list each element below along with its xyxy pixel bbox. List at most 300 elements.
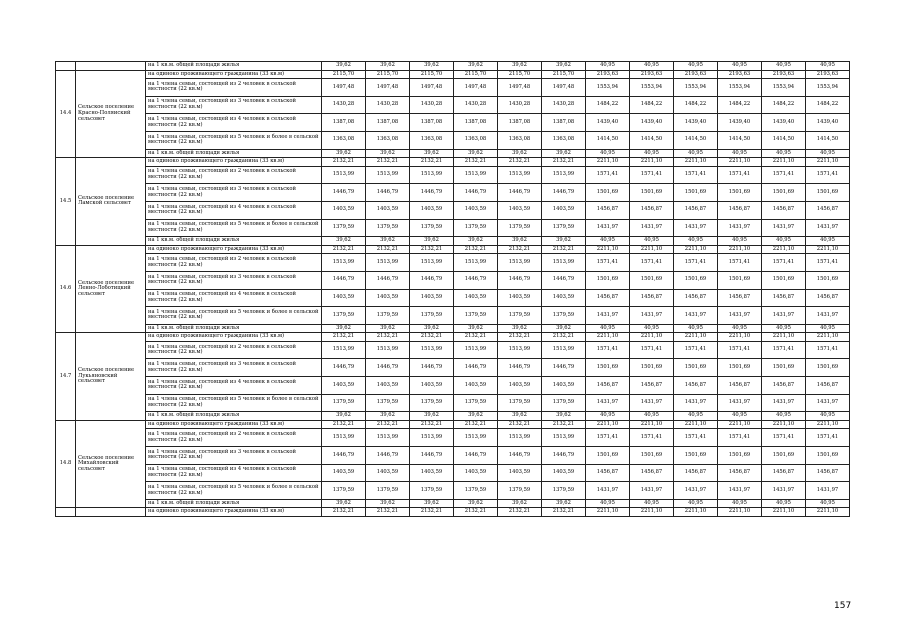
value-cell: 40,95 <box>806 324 850 333</box>
table-row <box>56 158 850 167</box>
value-cell: 1446,79 <box>498 359 542 377</box>
value-cell: 1501,69 <box>718 447 762 465</box>
value-cell: 1456,87 <box>586 464 630 482</box>
value-cell: 1571,41 <box>674 166 718 184</box>
value-cell: 1446,79 <box>454 184 498 202</box>
value-cell: 1446,79 <box>410 184 454 202</box>
value-cell: 1501,69 <box>630 359 674 377</box>
table-row <box>56 79 850 97</box>
value-cell: 2211,10 <box>674 333 718 342</box>
value-cell: 1379,59 <box>454 482 498 500</box>
value-cell: 1431,97 <box>806 482 850 500</box>
value-cell: 2211,10 <box>630 333 674 342</box>
value-cell: 1379,59 <box>498 219 542 237</box>
value-cell: 2193,63 <box>718 70 762 79</box>
value-cell: 1403,59 <box>454 289 498 307</box>
group-index: 14.8 <box>56 420 76 508</box>
value-cell: 1431,97 <box>762 482 806 500</box>
value-cell: 1501,69 <box>674 184 718 202</box>
value-cell: 2193,63 <box>674 70 718 79</box>
value-cell: 39,62 <box>322 412 366 421</box>
value-cell: 40,95 <box>762 149 806 158</box>
value-cell: 1456,87 <box>674 464 718 482</box>
value-cell: 1431,97 <box>586 394 630 412</box>
value-cell: 1414,50 <box>806 131 850 149</box>
value-cell: 1484,22 <box>762 96 806 114</box>
value-cell: 1513,99 <box>498 166 542 184</box>
value-cell: 1431,97 <box>762 394 806 412</box>
value-cell: 1484,22 <box>630 96 674 114</box>
table-row <box>56 131 850 149</box>
table-row <box>56 62 850 71</box>
value-cell: 1501,69 <box>762 184 806 202</box>
value-cell: 1571,41 <box>762 429 806 447</box>
table-row <box>56 245 850 254</box>
value-cell: 1431,97 <box>762 219 806 237</box>
value-cell: 39,62 <box>542 324 586 333</box>
row-label: на 1 члена семьи, состоящей из 5 человек и более в сельской местности (22 кв.м) <box>146 482 322 500</box>
value-cell: 39,62 <box>366 62 410 71</box>
value-cell: 1456,87 <box>718 201 762 219</box>
value-cell: 1446,79 <box>366 359 410 377</box>
value-cell: 1513,99 <box>454 166 498 184</box>
value-cell: 1446,79 <box>542 271 586 289</box>
group-index: 14.5 <box>56 158 76 246</box>
value-cell: 40,95 <box>674 62 718 71</box>
value-cell: 2211,10 <box>674 508 718 517</box>
value-cell: 1379,59 <box>498 394 542 412</box>
row-label: на 1 члена семьи, состоящей из 2 человек в сельской местности (22 кв.м) <box>146 166 322 184</box>
value-cell: 1571,41 <box>806 254 850 272</box>
table-row <box>56 201 850 219</box>
table-row <box>56 394 850 412</box>
value-cell: 1501,69 <box>806 184 850 202</box>
value-cell: 39,62 <box>322 149 366 158</box>
value-cell: 1379,59 <box>322 307 366 325</box>
value-cell: 1456,87 <box>762 289 806 307</box>
row-label: на 1 члена семьи, состоящей из 2 человек в сельской местности (22 кв.м) <box>146 341 322 359</box>
value-cell: 1553,94 <box>806 79 850 97</box>
value-cell: 1571,41 <box>586 341 630 359</box>
value-cell: 2115,70 <box>498 70 542 79</box>
value-cell: 1431,97 <box>718 219 762 237</box>
value-cell: 1446,79 <box>366 184 410 202</box>
value-cell: 39,62 <box>542 412 586 421</box>
value-cell: 1513,99 <box>542 166 586 184</box>
value-cell: 1431,97 <box>674 307 718 325</box>
value-cell: 1431,97 <box>586 307 630 325</box>
row-label: на 1 члена семьи, состоящей из 4 человек в сельской местности (22 кв.м) <box>146 114 322 132</box>
value-cell: 1513,99 <box>454 254 498 272</box>
value-cell: 1446,79 <box>454 359 498 377</box>
value-cell: 2132,21 <box>410 245 454 254</box>
value-cell: 1513,99 <box>410 254 454 272</box>
value-cell: 1484,22 <box>806 96 850 114</box>
value-cell: 1430,28 <box>410 96 454 114</box>
value-cell: 2115,70 <box>542 70 586 79</box>
value-cell: 1439,40 <box>586 114 630 132</box>
table-row <box>56 420 850 429</box>
value-cell: 1379,59 <box>498 307 542 325</box>
value-cell: 1571,41 <box>630 166 674 184</box>
value-cell: 2211,10 <box>586 158 630 167</box>
value-cell: 1501,69 <box>586 447 630 465</box>
value-cell: 1513,99 <box>410 341 454 359</box>
table-row <box>56 271 850 289</box>
value-cell: 1431,97 <box>586 219 630 237</box>
value-cell: 39,62 <box>454 499 498 508</box>
value-cell: 1446,79 <box>542 447 586 465</box>
value-cell: 2211,10 <box>762 333 806 342</box>
value-cell: 1571,41 <box>630 429 674 447</box>
value-cell: 1403,59 <box>366 464 410 482</box>
value-cell: 1414,50 <box>630 131 674 149</box>
value-cell: 40,95 <box>586 237 630 246</box>
value-cell: 2211,10 <box>806 420 850 429</box>
value-cell: 1431,97 <box>718 394 762 412</box>
value-cell: 1456,87 <box>630 201 674 219</box>
value-cell: 1456,87 <box>806 464 850 482</box>
value-cell: 2211,10 <box>630 245 674 254</box>
value-cell: 1403,59 <box>498 464 542 482</box>
value-cell: 1446,79 <box>322 447 366 465</box>
table-row <box>56 149 850 158</box>
value-cell: 1513,99 <box>542 429 586 447</box>
value-cell: 1456,87 <box>806 289 850 307</box>
value-cell: 1431,97 <box>674 482 718 500</box>
value-cell: 2193,63 <box>762 70 806 79</box>
value-cell: 1513,99 <box>322 341 366 359</box>
value-cell: 39,62 <box>366 149 410 158</box>
value-cell: 1456,87 <box>718 377 762 395</box>
value-cell: 1363,08 <box>454 131 498 149</box>
settlement-name: Сельское поселение Лукьяновский сельсовет <box>76 333 146 421</box>
value-cell: 1513,99 <box>366 341 410 359</box>
value-cell: 2132,21 <box>366 333 410 342</box>
value-cell: 1553,94 <box>762 79 806 97</box>
value-cell: 2211,10 <box>630 508 674 517</box>
group-index-continued <box>56 62 76 71</box>
value-cell: 1501,69 <box>806 447 850 465</box>
table-row <box>56 447 850 465</box>
table-row <box>56 114 850 132</box>
row-label: на одиноко проживающего гражданина (33 кв.м) <box>146 245 322 254</box>
value-cell: 39,62 <box>410 412 454 421</box>
value-cell: 1446,79 <box>322 271 366 289</box>
value-cell: 1403,59 <box>542 201 586 219</box>
value-cell: 1403,59 <box>454 377 498 395</box>
value-cell: 39,62 <box>542 62 586 71</box>
value-cell: 39,62 <box>410 324 454 333</box>
value-cell: 1571,41 <box>586 166 630 184</box>
value-cell: 1387,08 <box>454 114 498 132</box>
value-cell: 1497,48 <box>542 79 586 97</box>
value-cell: 2132,21 <box>542 333 586 342</box>
value-cell: 1379,59 <box>410 219 454 237</box>
table-row <box>56 166 850 184</box>
value-cell: 1431,97 <box>630 394 674 412</box>
value-cell: 1379,59 <box>542 219 586 237</box>
value-cell: 2211,10 <box>674 420 718 429</box>
value-cell: 2132,21 <box>322 333 366 342</box>
value-cell: 1456,87 <box>586 377 630 395</box>
value-cell: 2211,10 <box>674 245 718 254</box>
value-cell: 40,95 <box>762 62 806 71</box>
value-cell: 40,95 <box>718 237 762 246</box>
value-cell: 40,95 <box>630 149 674 158</box>
value-cell: 2211,10 <box>762 508 806 517</box>
value-cell: 2132,21 <box>366 158 410 167</box>
value-cell: 1431,97 <box>762 307 806 325</box>
group-index: 14.6 <box>56 245 76 333</box>
value-cell: 2132,21 <box>322 420 366 429</box>
value-cell: 39,62 <box>454 149 498 158</box>
row-label: на 1 члена семьи, состоящей из 2 человек в сельской местности (22 кв.м) <box>146 79 322 97</box>
value-cell: 2211,10 <box>806 333 850 342</box>
value-cell: 1363,08 <box>410 131 454 149</box>
value-cell: 1513,99 <box>366 429 410 447</box>
value-cell: 2132,21 <box>498 508 542 517</box>
value-cell: 1431,97 <box>806 219 850 237</box>
value-cell: 1571,41 <box>806 341 850 359</box>
value-cell: 2132,21 <box>454 333 498 342</box>
table-row <box>56 70 850 79</box>
value-cell: 40,95 <box>630 499 674 508</box>
settlement-name: Сельское поселение Ламской сельсовет <box>76 158 146 246</box>
value-cell: 2211,10 <box>806 508 850 517</box>
value-cell: 1446,79 <box>322 184 366 202</box>
value-cell: 2193,63 <box>806 70 850 79</box>
value-cell: 1430,28 <box>542 96 586 114</box>
row-label: на 1 члена семьи, состоящей из 5 человек и более в сельской местности (22 кв.м) <box>146 307 322 325</box>
value-cell: 1513,99 <box>498 429 542 447</box>
value-cell: 1387,08 <box>410 114 454 132</box>
value-cell: 2211,10 <box>806 158 850 167</box>
value-cell: 40,95 <box>806 237 850 246</box>
value-cell: 40,95 <box>674 149 718 158</box>
value-cell: 1430,28 <box>366 96 410 114</box>
value-cell: 40,95 <box>718 412 762 421</box>
value-cell: 1571,41 <box>630 341 674 359</box>
value-cell: 1446,79 <box>542 359 586 377</box>
value-cell: 40,95 <box>718 62 762 71</box>
value-cell: 1571,41 <box>718 429 762 447</box>
value-cell: 2132,21 <box>498 158 542 167</box>
value-cell: 1571,41 <box>674 254 718 272</box>
value-cell: 1446,79 <box>498 184 542 202</box>
value-cell: 39,62 <box>542 499 586 508</box>
value-cell: 2132,21 <box>410 158 454 167</box>
value-cell: 1484,22 <box>718 96 762 114</box>
row-label: на 1 кв.м. общей площади жилья <box>146 62 322 71</box>
value-cell: 1379,59 <box>542 307 586 325</box>
row-label: на 1 члена семьи, состоящей из 3 человек в сельской местности (22 кв.м) <box>146 184 322 202</box>
value-cell: 1403,59 <box>498 289 542 307</box>
value-cell: 39,62 <box>498 62 542 71</box>
value-cell: 40,95 <box>674 412 718 421</box>
value-cell: 2132,21 <box>454 158 498 167</box>
value-cell: 1446,79 <box>410 271 454 289</box>
value-cell: 40,95 <box>806 62 850 71</box>
value-cell: 2132,21 <box>498 420 542 429</box>
value-cell: 1456,87 <box>674 289 718 307</box>
settlement-name-continued <box>76 62 146 71</box>
value-cell: 1431,97 <box>586 482 630 500</box>
value-cell: 40,95 <box>586 149 630 158</box>
value-cell: 1513,99 <box>454 341 498 359</box>
value-cell: 1456,87 <box>762 377 806 395</box>
value-cell: 40,95 <box>630 62 674 71</box>
value-cell: 39,62 <box>498 237 542 246</box>
value-cell: 2132,21 <box>542 420 586 429</box>
value-cell: 1501,69 <box>806 271 850 289</box>
value-cell: 2211,10 <box>630 158 674 167</box>
value-cell: 1414,50 <box>762 131 806 149</box>
value-cell: 1446,79 <box>410 359 454 377</box>
table-row <box>56 254 850 272</box>
value-cell: 1446,79 <box>410 447 454 465</box>
value-cell: 1430,28 <box>498 96 542 114</box>
value-cell: 1439,40 <box>718 114 762 132</box>
value-cell: 1501,69 <box>762 359 806 377</box>
value-cell: 1414,50 <box>718 131 762 149</box>
row-label: на 1 члена семьи, состоящей из 5 человек и более в сельской местности (22 кв.м) <box>146 394 322 412</box>
value-cell: 2211,10 <box>718 158 762 167</box>
value-cell: 39,62 <box>322 62 366 71</box>
value-cell: 1387,08 <box>366 114 410 132</box>
value-cell: 1484,22 <box>586 96 630 114</box>
value-cell: 1379,59 <box>322 394 366 412</box>
value-cell: 40,95 <box>586 324 630 333</box>
value-cell: 1571,41 <box>586 254 630 272</box>
value-cell: 2211,10 <box>718 245 762 254</box>
value-cell: 2132,21 <box>542 245 586 254</box>
value-cell: 1456,87 <box>718 464 762 482</box>
value-cell: 1379,59 <box>454 219 498 237</box>
table-row <box>56 429 850 447</box>
value-cell: 1571,41 <box>586 429 630 447</box>
value-cell: 1571,41 <box>762 341 806 359</box>
value-cell: 1501,69 <box>630 271 674 289</box>
row-label: на 1 кв.м. общей площади жилья <box>146 237 322 246</box>
value-cell: 39,62 <box>454 237 498 246</box>
value-cell: 1456,87 <box>630 289 674 307</box>
value-cell: 1571,41 <box>674 429 718 447</box>
value-cell: 1513,99 <box>498 254 542 272</box>
value-cell: 1379,59 <box>542 482 586 500</box>
table-row <box>56 508 850 517</box>
value-cell: 1430,28 <box>454 96 498 114</box>
value-cell: 1379,59 <box>366 482 410 500</box>
row-label: на 1 кв.м. общей площади жилья <box>146 149 322 158</box>
value-cell: 1456,87 <box>630 464 674 482</box>
value-cell: 1379,59 <box>454 307 498 325</box>
value-cell: 1379,59 <box>366 219 410 237</box>
value-cell: 2132,21 <box>322 508 366 517</box>
value-cell: 1446,79 <box>498 271 542 289</box>
value-cell: 40,95 <box>630 324 674 333</box>
value-cell: 1403,59 <box>322 289 366 307</box>
value-cell: 1403,59 <box>410 201 454 219</box>
value-cell: 1379,59 <box>454 394 498 412</box>
value-cell: 1456,87 <box>762 201 806 219</box>
value-cell: 39,62 <box>366 499 410 508</box>
value-cell: 39,62 <box>542 149 586 158</box>
table-row <box>56 184 850 202</box>
value-cell: 1513,99 <box>322 166 366 184</box>
value-cell: 1403,59 <box>542 289 586 307</box>
value-cell: 1456,87 <box>762 464 806 482</box>
value-cell: 1379,59 <box>542 394 586 412</box>
value-cell: 2211,10 <box>586 508 630 517</box>
value-cell: 40,95 <box>674 237 718 246</box>
value-cell: 2211,10 <box>586 245 630 254</box>
table-row <box>56 333 850 342</box>
value-cell: 1501,69 <box>674 271 718 289</box>
settlement-name: Сельское поселение Михайловский сельсовет <box>76 420 146 508</box>
row-label: на одиноко проживающего гражданина (33 кв.м) <box>146 70 322 79</box>
value-cell: 2132,21 <box>542 158 586 167</box>
value-cell: 1379,59 <box>410 307 454 325</box>
value-cell: 2115,70 <box>410 70 454 79</box>
value-cell: 1431,97 <box>806 307 850 325</box>
value-cell: 40,95 <box>630 412 674 421</box>
value-cell: 2211,10 <box>586 333 630 342</box>
row-label: на одиноко проживающего гражданина (33 кв.м) <box>146 333 322 342</box>
value-cell: 1513,99 <box>366 254 410 272</box>
value-cell: 2132,21 <box>410 508 454 517</box>
table-row <box>56 289 850 307</box>
row-label: на 1 кв.м. общей площади жилья <box>146 412 322 421</box>
value-cell: 2193,63 <box>630 70 674 79</box>
row-label: на 1 кв.м. общей площади жилья <box>146 324 322 333</box>
value-cell: 1571,41 <box>806 429 850 447</box>
value-cell: 2132,21 <box>454 420 498 429</box>
value-cell: 39,62 <box>542 237 586 246</box>
value-cell: 2211,10 <box>718 333 762 342</box>
table-row <box>56 219 850 237</box>
value-cell: 1431,97 <box>630 307 674 325</box>
value-cell: 1513,99 <box>542 254 586 272</box>
value-cell: 39,62 <box>498 499 542 508</box>
value-cell: 1439,40 <box>674 114 718 132</box>
settlement-name: Сельское поселение Ленно-Лоботицкий сельсовет <box>76 245 146 333</box>
value-cell: 2211,10 <box>718 420 762 429</box>
value-cell: 1403,59 <box>322 201 366 219</box>
value-cell: 1513,99 <box>322 429 366 447</box>
value-cell: 1431,97 <box>674 219 718 237</box>
value-cell: 2211,10 <box>762 245 806 254</box>
value-cell: 1513,99 <box>498 341 542 359</box>
value-cell: 1446,79 <box>454 447 498 465</box>
row-label: на одиноко проживающего гражданина (33 кв.м) <box>146 508 322 517</box>
value-cell: 1379,59 <box>322 219 366 237</box>
table-row <box>56 464 850 482</box>
value-cell: 1403,59 <box>322 377 366 395</box>
value-cell: 2115,70 <box>322 70 366 79</box>
value-cell: 2132,21 <box>366 508 410 517</box>
value-cell: 2211,10 <box>674 158 718 167</box>
value-cell: 1501,69 <box>674 447 718 465</box>
value-cell: 1497,48 <box>366 79 410 97</box>
value-cell: 1363,08 <box>498 131 542 149</box>
row-label: на 1 члена семьи, состоящей из 3 человек в сельской местности (22 кв.м) <box>146 447 322 465</box>
value-cell: 39,62 <box>410 499 454 508</box>
value-cell: 1403,59 <box>542 464 586 482</box>
value-cell: 1456,87 <box>806 377 850 395</box>
value-cell: 39,62 <box>410 237 454 246</box>
value-cell: 1513,99 <box>410 429 454 447</box>
